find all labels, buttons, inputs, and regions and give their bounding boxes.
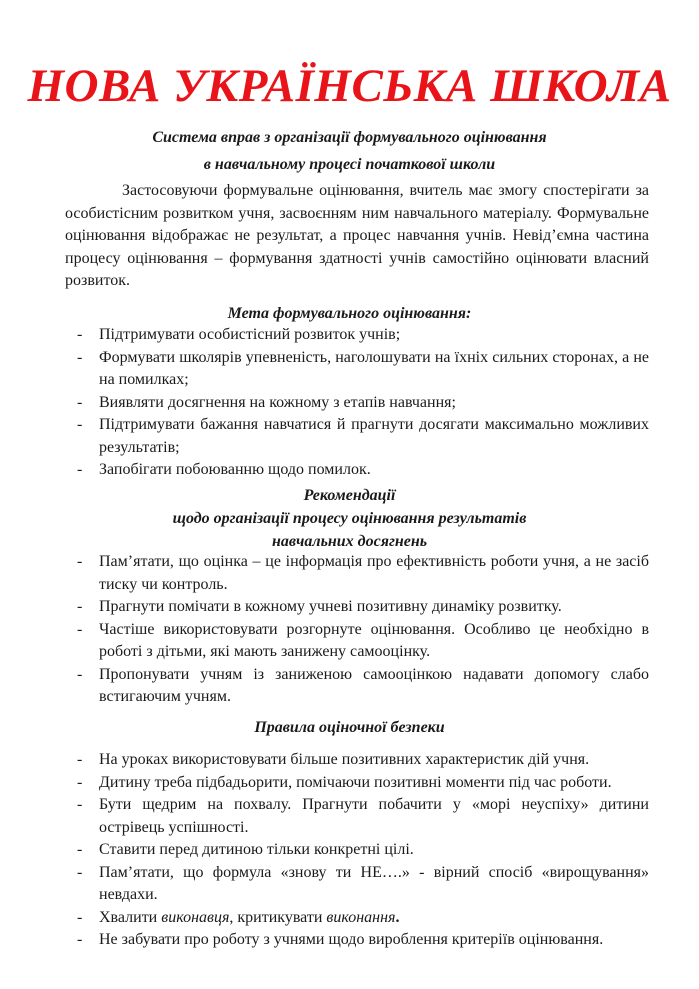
list-item xyxy=(65,929,649,952)
dash-marker: - xyxy=(77,751,83,768)
list-item-text: Дитину треба підбадьорити, помічаючи позитивні моменти під час роботи. xyxy=(99,773,612,791)
dash-marker: - xyxy=(77,863,83,881)
list-item xyxy=(65,347,649,392)
dash-marker: - xyxy=(77,773,83,791)
list-item xyxy=(65,839,649,862)
list-item xyxy=(65,459,649,482)
list-item xyxy=(65,794,649,839)
list-item xyxy=(65,772,649,795)
list-item-text: Формувати школярів упевненість, наголошувати на їхніх сильних сторонах, а не на помилках; xyxy=(99,348,649,388)
list-item xyxy=(65,324,649,347)
praise-text-3: , критикувати xyxy=(229,908,327,926)
goal-list xyxy=(65,324,649,482)
list-item-text: На уроках використовувати більше позитивних характеристик дій учня. xyxy=(99,751,590,768)
list-item-text: Ставити перед дитиною тільки конкретні цілі. xyxy=(99,841,414,858)
dash-marker: - xyxy=(77,393,83,411)
intro-paragraph: Застосовуючи формувальне оцінювання, вчитель має змогу спостерігати за особистісним розвитком учня, засвоєнням ним навчального матеріалу. Формувальне оцінювання відображає не результат, а процес навчання учнів. Невід’ємна частина процесу оцінювання – формування здатності учнів самостійно оцінювати власний розвиток. xyxy=(65,182,649,289)
goal-heading: Мета формувального оцінювання: xyxy=(227,305,472,322)
subtitle-line-2: в навчальному процесі початкової школи xyxy=(203,156,496,173)
recommendations-list xyxy=(65,551,649,709)
rules-list xyxy=(65,749,649,952)
list-item-text: Пам’ятати, що формула «знову ти НЕ….» - вірний спосіб «вирощування» невдахи. xyxy=(99,863,649,903)
dash-marker: - xyxy=(77,908,83,926)
list-item xyxy=(65,551,649,596)
rules-heading: Правила оціночної безпеки xyxy=(254,719,445,736)
list-item xyxy=(65,907,649,930)
dash-marker: - xyxy=(77,553,83,570)
dash-marker: - xyxy=(77,620,83,638)
list-item-text: Виявляти досягнення на кожному з етапів навчання; xyxy=(99,393,456,411)
dash-marker: - xyxy=(77,796,83,813)
list-item-text: Не забувати про роботу з учнями щодо вироблення критеріїв оцінювання. xyxy=(99,931,604,948)
praise-text-5: . xyxy=(395,908,400,926)
list-item-text: Бути щедрим на похвалу. Прагнути побачити у «морі неуспіху» дитини острівець успішності. xyxy=(99,796,649,836)
list-item-text: Пропонувати учням із заниженою самооцінкою надавати допомогу слабо встигаючим учням. xyxy=(99,665,649,705)
praise-text-performer: виконавця xyxy=(161,908,230,926)
document-title: НОВА УКРАЇНСЬКА ШКОЛА xyxy=(27,60,672,112)
list-item-text: Частіше використовувати розгорнуте оцінювання. Особливо це необхідно в роботі з дітьми, які мають занижену самооцінку. xyxy=(99,620,649,660)
list-item xyxy=(65,414,649,459)
dash-marker: - xyxy=(77,841,83,858)
dash-marker: - xyxy=(77,665,83,683)
dash-marker: - xyxy=(77,416,83,433)
recommendations-heading-line-3: навчальних досягнень xyxy=(271,533,428,550)
list-item-text: Прагнути помічати в кожному учневі позитивну динаміку розвитку. xyxy=(99,598,562,615)
list-item-text: Підтримувати особистісний розвиток учнів; xyxy=(99,326,401,343)
dash-marker: - xyxy=(77,598,83,615)
praise-text-1: Хвалити xyxy=(99,908,162,926)
recommendations-heading-line-1: Рекомендації xyxy=(303,487,396,504)
praise-text-performance: виконання xyxy=(326,908,396,926)
subtitle-line-1: Система вправ з організації формувального оцінювання xyxy=(152,129,547,146)
dash-marker: - xyxy=(77,461,83,478)
list-item-text: Пам’ятати, що оцінка – це інформація про ефективність роботи учня, а не засіб тиску чи контроль. xyxy=(99,553,649,593)
recommendations-heading-line-2: щодо організації процесу оцінювання результатів xyxy=(172,510,527,527)
list-item xyxy=(65,392,649,415)
list-item xyxy=(65,664,649,709)
list-item-text: Запобігати побоюванню щодо помилок. xyxy=(99,461,371,478)
list-item xyxy=(65,596,649,619)
list-item xyxy=(65,619,649,664)
list-item xyxy=(65,749,649,772)
dash-marker: - xyxy=(77,348,83,366)
dash-marker: - xyxy=(77,326,83,343)
list-item-text: Підтримувати бажання навчатися й прагнути досягати максимально можливих результатів; xyxy=(99,416,649,456)
dash-marker: - xyxy=(77,931,83,948)
list-item xyxy=(65,862,649,907)
